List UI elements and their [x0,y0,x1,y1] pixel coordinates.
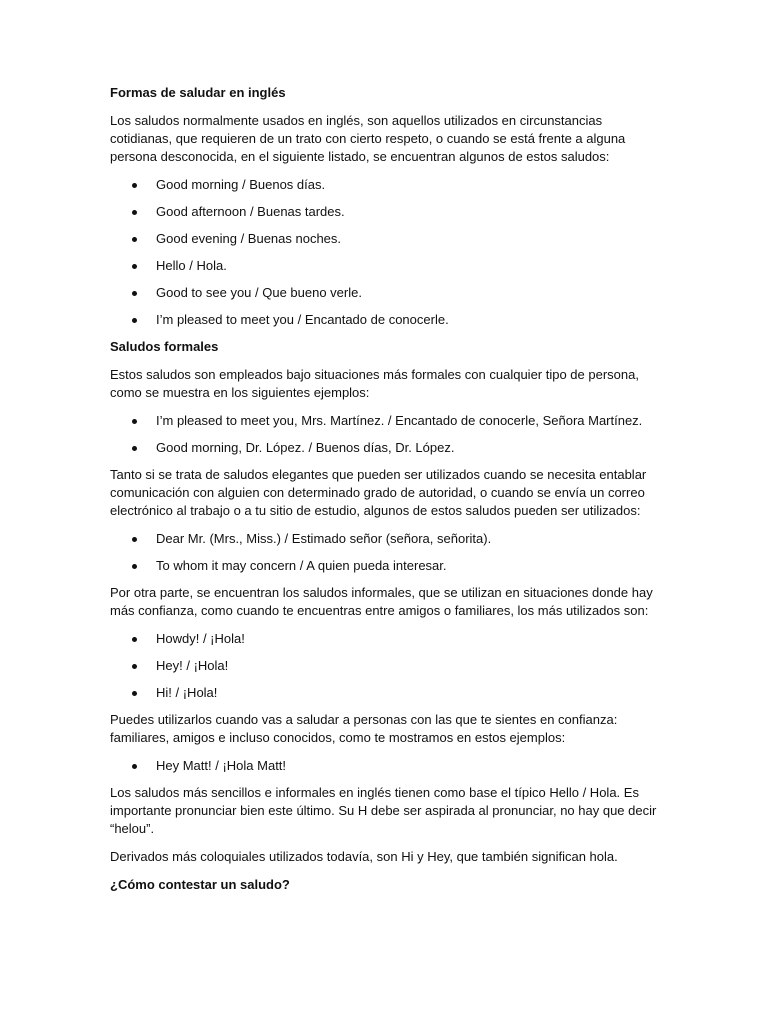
list-item: I’m pleased to meet you, Mrs. Martínez. / Encantado de conocerle, Señora Martínez. [110,412,658,430]
elegant-greetings-list [110,530,658,575]
informal-greetings-list [110,630,658,702]
elegant-paragraph: Tanto si se trata de saludos elegantes que pueden ser utilizados cuando se necesita entablar comunicación con alguien con determinado grado de autoridad, o cuando se envía un correo electrónico al trabajo o a tu sitio de estudio, algunos de estos saludos pueden ser utilizados: [110,467,647,518]
intro-paragraph: Los saludos normalmente usados en inglés, son aquellos utilizados en circunstancias cotidianas, que requieren de un trato con cierto respeto, o cuando se está frente a alguna persona desconocida, en el siguiente listado, se encuentran algunos de estos saludos: [110,113,626,164]
informal-paragraph: Por otra parte, se encuentran los saludos informales, que se utilizan en situaciones donde hay más confianza, como cuando te encuentras entre amigos o familiares, los más utilizados son: [110,585,653,618]
simple-greetings-paragraph: Los saludos más sencillos e informales en inglés tienen como base el típico Hello / Hola. Es importante pronunciar bien este último. Su H debe ser aspirada al pronunciar, no hay que decir “helou”. [110,785,657,836]
list-item: Hi! / ¡Hola! [110,684,658,702]
formal-paragraph: Estos saludos son empleados bajo situaciones más formales con cualquier tipo de persona, como se muestra en los siguientes ejemplos: [110,367,639,400]
usage-paragraph: Puedes utilizarlos cuando vas a saludar a personas con las que te sientes en confianza: familiares, amigos e incluso conocidos, como te mostramos en estos ejemplos: [110,712,618,745]
formal-greetings-list [110,412,658,457]
example-greetings-list [110,757,658,775]
list-item: Howdy! / ¡Hola! [110,630,658,648]
list-item: Hello / Hola. [110,257,658,275]
list-item: Good evening / Buenas noches. [110,230,658,248]
list-item: Dear Mr. (Mrs., Miss.) / Estimado señor (señora, señorita). [110,530,658,548]
list-item: Hey! / ¡Hola! [110,657,658,675]
list-item: Good morning, Dr. López. / Buenos días, Dr. López. [110,439,658,457]
list-item: I’m pleased to meet you / Encantado de conocerle. [110,311,658,329]
list-item: Hey Matt! / ¡Hola Matt! [110,757,658,775]
formal-greetings-heading: Saludos formales [110,339,219,354]
list-item: Good to see you / Que bueno verle. [110,284,658,302]
derived-greetings-paragraph: Derivados más coloquiales utilizados todavía, son Hi y Hey, que también significan hola. [110,849,618,864]
list-item: Good afternoon / Buenas tardes. [110,203,658,221]
answer-greeting-heading: ¿Cómo contestar un saludo? [110,877,290,892]
document-title: Formas de saludar en inglés [110,85,286,100]
common-greetings-list [110,176,658,329]
list-item: Good morning / Buenos días. [110,176,658,194]
list-item: To whom it may concern / A quien pueda interesar. [110,557,658,575]
